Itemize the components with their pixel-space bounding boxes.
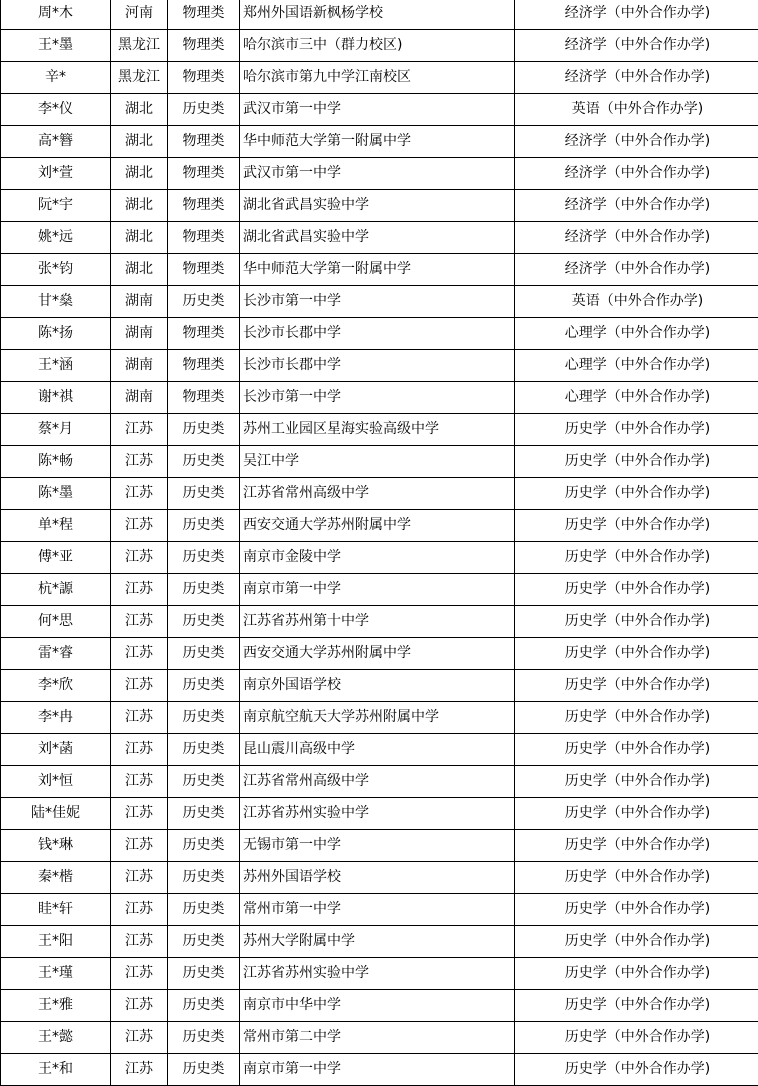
admitted-major-cell: 历史学（中外合作办学)	[515, 734, 758, 766]
province-cell: 江苏	[111, 510, 168, 542]
student-name-cell: 陈*畅	[1, 446, 111, 478]
table-row	[1, 30, 758, 62]
table-row	[1, 990, 758, 1022]
subject-category-cell: 历史类	[168, 830, 240, 862]
province-cell: 黑龙江	[111, 62, 168, 94]
student-name-cell: 刘*恒	[1, 766, 111, 798]
table-row	[1, 94, 758, 126]
subject-category-cell: 历史类	[168, 542, 240, 574]
subject-category-cell: 物理类	[168, 158, 240, 190]
high-school-cell: 南京市金陵中学	[240, 542, 515, 574]
table-row	[1, 318, 758, 350]
subject-category-cell: 历史类	[168, 638, 240, 670]
subject-category-cell: 历史类	[168, 958, 240, 990]
student-name-cell: 杭*謜	[1, 574, 111, 606]
admitted-major-cell: 历史学（中外合作办学)	[515, 1054, 758, 1086]
province-cell: 江苏	[111, 702, 168, 734]
high-school-cell: 长沙市长郡中学	[240, 350, 515, 382]
table-row	[1, 606, 758, 638]
high-school-cell: 西安交通大学苏州附属中学	[240, 638, 515, 670]
table-row	[1, 670, 758, 702]
student-name-cell: 王*懿	[1, 1022, 111, 1054]
subject-category-cell: 历史类	[168, 702, 240, 734]
province-cell: 河南	[111, 0, 168, 30]
table-row	[1, 510, 758, 542]
table-row	[1, 126, 758, 158]
admitted-major-cell: 历史学（中外合作办学)	[515, 926, 758, 958]
high-school-cell: 常州市第二中学	[240, 1022, 515, 1054]
student-name-cell: 王*瑾	[1, 958, 111, 990]
student-name-cell: 阮*宇	[1, 190, 111, 222]
subject-category-cell: 历史类	[168, 734, 240, 766]
student-name-cell: 李*仪	[1, 94, 111, 126]
subject-category-cell: 历史类	[168, 894, 240, 926]
table-row	[1, 894, 758, 926]
subject-category-cell: 物理类	[168, 222, 240, 254]
high-school-cell: 南京市第一中学	[240, 1054, 515, 1086]
admitted-major-cell: 经济学（中外合作办学)	[515, 254, 758, 286]
high-school-cell: 华中师范大学第一附属中学	[240, 126, 515, 158]
province-cell: 江苏	[111, 1022, 168, 1054]
table-row	[1, 190, 758, 222]
table-row	[1, 446, 758, 478]
high-school-cell: 南京航空航天大学苏州附属中学	[240, 702, 515, 734]
student-name-cell: 单*程	[1, 510, 111, 542]
admitted-major-cell: 历史学（中外合作办学)	[515, 798, 758, 830]
high-school-cell: 武汉市第一中学	[240, 158, 515, 190]
student-name-cell: 秦*楷	[1, 862, 111, 894]
student-name-cell: 陈*扬	[1, 318, 111, 350]
student-name-cell: 王*墨	[1, 30, 111, 62]
province-cell: 江苏	[111, 798, 168, 830]
student-name-cell: 姚*远	[1, 222, 111, 254]
high-school-cell: 南京外国语学校	[240, 670, 515, 702]
student-name-cell: 刘*萱	[1, 158, 111, 190]
student-name-cell: 陆*佳妮	[1, 798, 111, 830]
admitted-major-cell: 历史学（中外合作办学)	[515, 990, 758, 1022]
student-name-cell: 刘*菡	[1, 734, 111, 766]
student-name-cell: 甘*燊	[1, 286, 111, 318]
table-row	[1, 638, 758, 670]
subject-category-cell: 历史类	[168, 574, 240, 606]
subject-category-cell: 物理类	[168, 254, 240, 286]
student-name-cell: 雷*睿	[1, 638, 111, 670]
province-cell: 江苏	[111, 638, 168, 670]
province-cell: 江苏	[111, 766, 168, 798]
admitted-major-cell: 历史学（中外合作办学)	[515, 958, 758, 990]
admitted-major-cell: 历史学（中外合作办学)	[515, 862, 758, 894]
admitted-major-cell: 经济学（中外合作办学)	[515, 222, 758, 254]
subject-category-cell: 历史类	[168, 990, 240, 1022]
table-row	[1, 1022, 758, 1054]
province-cell: 江苏	[111, 926, 168, 958]
student-name-cell: 何*思	[1, 606, 111, 638]
province-cell: 湖北	[111, 254, 168, 286]
student-name-cell: 王*和	[1, 1054, 111, 1086]
student-name-cell: 辛*	[1, 62, 111, 94]
subject-category-cell: 历史类	[168, 94, 240, 126]
admitted-major-cell: 历史学（中外合作办学)	[515, 542, 758, 574]
province-cell: 江苏	[111, 958, 168, 990]
admitted-major-cell: 历史学（中外合作办学)	[515, 830, 758, 862]
high-school-cell: 长沙市长郡中学	[240, 318, 515, 350]
admitted-major-cell: 历史学（中外合作办学)	[515, 606, 758, 638]
high-school-cell: 南京市第一中学	[240, 574, 515, 606]
subject-category-cell: 物理类	[168, 318, 240, 350]
student-name-cell: 谢*祺	[1, 382, 111, 414]
table-row	[1, 286, 758, 318]
province-cell: 江苏	[111, 830, 168, 862]
admitted-major-cell: 历史学（中外合作办学)	[515, 894, 758, 926]
admitted-major-cell: 心理学（中外合作办学)	[515, 318, 758, 350]
high-school-cell: 无锡市第一中学	[240, 830, 515, 862]
table-row	[1, 830, 758, 862]
student-name-cell: 李*欣	[1, 670, 111, 702]
admitted-major-cell: 经济学（中外合作办学)	[515, 62, 758, 94]
high-school-cell: 南京市中华中学	[240, 990, 515, 1022]
table-row	[1, 926, 758, 958]
admitted-major-cell: 历史学（中外合作办学)	[515, 1022, 758, 1054]
province-cell: 湖南	[111, 382, 168, 414]
admitted-major-cell: 历史学（中外合作办学)	[515, 702, 758, 734]
table-row	[1, 542, 758, 574]
province-cell: 江苏	[111, 862, 168, 894]
high-school-cell: 哈尔滨市第九中学江南校区	[240, 62, 515, 94]
student-name-cell: 傅*亚	[1, 542, 111, 574]
table-row	[1, 734, 758, 766]
admitted-major-cell: 历史学（中外合作办学)	[515, 510, 758, 542]
subject-category-cell: 历史类	[168, 766, 240, 798]
province-cell: 湖南	[111, 286, 168, 318]
high-school-cell: 湖北省武昌实验中学	[240, 190, 515, 222]
table-row	[1, 382, 758, 414]
high-school-cell: 江苏省常州高级中学	[240, 766, 515, 798]
admitted-major-cell: 经济学（中外合作办学)	[515, 126, 758, 158]
high-school-cell: 苏州大学附属中学	[240, 926, 515, 958]
admitted-major-cell: 历史学（中外合作办学)	[515, 670, 758, 702]
admission-table-body	[1, 0, 758, 1086]
admitted-major-cell: 历史学（中外合作办学)	[515, 478, 758, 510]
table-row	[1, 222, 758, 254]
subject-category-cell: 历史类	[168, 286, 240, 318]
high-school-cell: 吴江中学	[240, 446, 515, 478]
admitted-major-cell: 历史学（中外合作办学)	[515, 574, 758, 606]
table-row	[1, 702, 758, 734]
admitted-major-cell: 英语（中外合作办学)	[515, 286, 758, 318]
high-school-cell: 长沙市第一中学	[240, 286, 515, 318]
subject-category-cell: 物理类	[168, 0, 240, 30]
subject-category-cell: 历史类	[168, 1054, 240, 1086]
subject-category-cell: 历史类	[168, 510, 240, 542]
table-row	[1, 1054, 758, 1086]
admitted-major-cell: 经济学（中外合作办学)	[515, 190, 758, 222]
subject-category-cell: 物理类	[168, 62, 240, 94]
subject-category-cell: 历史类	[168, 414, 240, 446]
high-school-cell: 华中师范大学第一附属中学	[240, 254, 515, 286]
admitted-major-cell: 历史学（中外合作办学)	[515, 414, 758, 446]
high-school-cell: 郑州外国语新枫杨学校	[240, 0, 515, 30]
province-cell: 湖北	[111, 94, 168, 126]
subject-category-cell: 历史类	[168, 606, 240, 638]
table-row	[1, 62, 758, 94]
student-name-cell: 周*木	[1, 0, 111, 30]
admitted-major-cell: 心理学（中外合作办学)	[515, 350, 758, 382]
high-school-cell: 长沙市第一中学	[240, 382, 515, 414]
high-school-cell: 常州市第一中学	[240, 894, 515, 926]
high-school-cell: 湖北省武昌实验中学	[240, 222, 515, 254]
province-cell: 湖北	[111, 158, 168, 190]
province-cell: 湖南	[111, 318, 168, 350]
table-row	[1, 0, 758, 30]
province-cell: 江苏	[111, 542, 168, 574]
student-name-cell: 王*阳	[1, 926, 111, 958]
table-row	[1, 958, 758, 990]
student-name-cell: 李*冉	[1, 702, 111, 734]
subject-category-cell: 物理类	[168, 30, 240, 62]
province-cell: 江苏	[111, 734, 168, 766]
subject-category-cell: 历史类	[168, 446, 240, 478]
province-cell: 黑龙江	[111, 30, 168, 62]
admitted-major-cell: 英语（中外合作办学)	[515, 94, 758, 126]
table-row	[1, 574, 758, 606]
subject-category-cell: 物理类	[168, 126, 240, 158]
table-row	[1, 158, 758, 190]
subject-category-cell: 历史类	[168, 670, 240, 702]
admitted-major-cell: 历史学（中外合作办学)	[515, 766, 758, 798]
student-name-cell: 高*簪	[1, 126, 111, 158]
subject-category-cell: 历史类	[168, 478, 240, 510]
province-cell: 江苏	[111, 670, 168, 702]
province-cell: 江苏	[111, 894, 168, 926]
admitted-major-cell: 经济学（中外合作办学)	[515, 0, 758, 30]
province-cell: 湖北	[111, 222, 168, 254]
subject-category-cell: 物理类	[168, 382, 240, 414]
high-school-cell: 江苏省苏州实验中学	[240, 958, 515, 990]
student-name-cell: 眭*轩	[1, 894, 111, 926]
high-school-cell: 哈尔滨市三中（群力校区)	[240, 30, 515, 62]
high-school-cell: 苏州外国语学校	[240, 862, 515, 894]
high-school-cell: 江苏省常州高级中学	[240, 478, 515, 510]
student-name-cell: 王*涵	[1, 350, 111, 382]
subject-category-cell: 历史类	[168, 1022, 240, 1054]
province-cell: 江苏	[111, 574, 168, 606]
province-cell: 江苏	[111, 414, 168, 446]
province-cell: 湖北	[111, 126, 168, 158]
province-cell: 江苏	[111, 478, 168, 510]
student-name-cell: 钱*琳	[1, 830, 111, 862]
high-school-cell: 昆山震川高级中学	[240, 734, 515, 766]
table-row	[1, 798, 758, 830]
subject-category-cell: 物理类	[168, 350, 240, 382]
admitted-major-cell: 经济学（中外合作办学)	[515, 30, 758, 62]
high-school-cell: 苏州工业园区星海实验高级中学	[240, 414, 515, 446]
high-school-cell: 武汉市第一中学	[240, 94, 515, 126]
province-cell: 湖南	[111, 350, 168, 382]
student-name-cell: 王*雅	[1, 990, 111, 1022]
province-cell: 江苏	[111, 606, 168, 638]
student-name-cell: 陈*墨	[1, 478, 111, 510]
table-row	[1, 862, 758, 894]
province-cell: 江苏	[111, 446, 168, 478]
table-row	[1, 350, 758, 382]
student-name-cell: 蔡*月	[1, 414, 111, 446]
table-row	[1, 478, 758, 510]
high-school-cell: 西安交通大学苏州附属中学	[240, 510, 515, 542]
high-school-cell: 江苏省苏州第十中学	[240, 606, 515, 638]
table-row	[1, 254, 758, 286]
subject-category-cell: 物理类	[168, 190, 240, 222]
student-name-cell: 张*钧	[1, 254, 111, 286]
province-cell: 江苏	[111, 1054, 168, 1086]
subject-category-cell: 历史类	[168, 926, 240, 958]
province-cell: 湖北	[111, 190, 168, 222]
subject-category-cell: 历史类	[168, 862, 240, 894]
table-row	[1, 766, 758, 798]
admitted-major-cell: 心理学（中外合作办学)	[515, 382, 758, 414]
admitted-major-cell: 历史学（中外合作办学)	[515, 446, 758, 478]
table-row	[1, 414, 758, 446]
admitted-major-cell: 经济学（中外合作办学)	[515, 158, 758, 190]
province-cell: 江苏	[111, 990, 168, 1022]
high-school-cell: 江苏省苏州实验中学	[240, 798, 515, 830]
subject-category-cell: 历史类	[168, 798, 240, 830]
admitted-major-cell: 历史学（中外合作办学)	[515, 638, 758, 670]
